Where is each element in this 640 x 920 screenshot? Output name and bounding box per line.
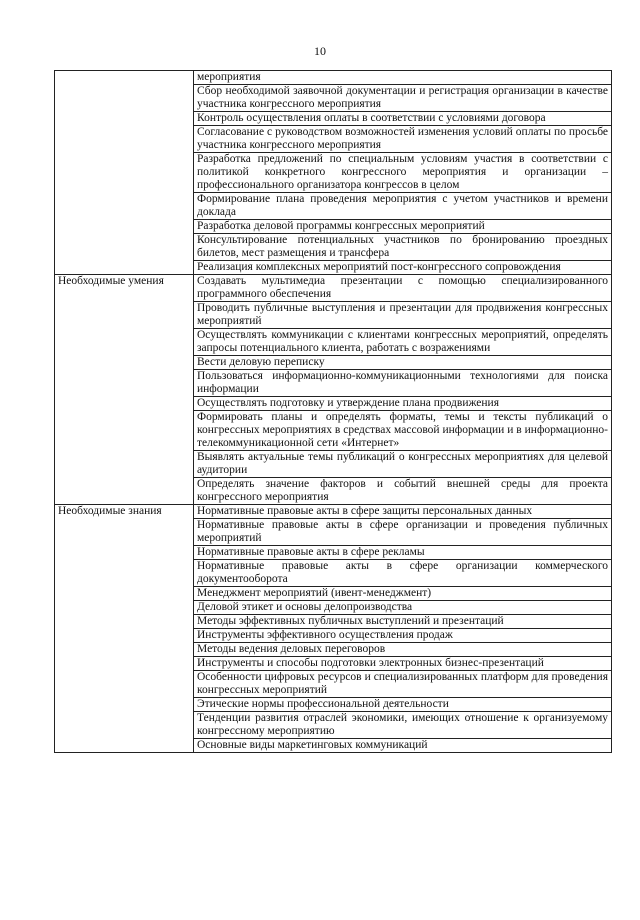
table-row (55, 71, 612, 85)
table-cell: Тенденции развития отраслей экономики, имеющих отношение к организуемому конгрессному мероприятию (194, 712, 612, 739)
table-cell: Согласование с руководством возможностей изменения условий оплаты по просьбе участника конгрессного мероприятия (194, 126, 612, 153)
table-cell: Нормативные правовые акты в сфере защиты персональных данных (194, 505, 612, 519)
table-cell: Создавать мультимедиа презентации с помощью специализированного программного обеспечения (194, 275, 612, 302)
table-cell: Консультирование потенциальных участников по бронированию проездных билетов, мест размещения и трансфера (194, 234, 612, 261)
table-cell: Контроль осуществления оплаты в соответствии с условиями договора (194, 112, 612, 126)
table-cell: Разработка предложений по специальным условиям участия в соответствии с политикой конкретного конгрессного мероприятия и организации – профессионального организатора конгрессов в целом (194, 153, 612, 193)
section-label-skills: Необходимые умения (55, 275, 194, 505)
table-cell: Определять значение факторов и событий внешней среды для проекта конгрессного мероприятия (194, 478, 612, 505)
page-number: 10 (314, 44, 326, 58)
table-cell: Сбор необходимой заявочной документации и регистрация организации в качестве участника конгрессного мероприятия (194, 85, 612, 112)
table-cell: Нормативные правовые акты в сфере организации и проведения публичных мероприятий (194, 519, 612, 546)
table-cell: Инструменты эффективного осуществления продаж (194, 629, 612, 643)
table-cell: Реализация комплексных мероприятий пост-конгрессного сопровождения (194, 261, 612, 275)
table-cell: Формирование плана проведения мероприятия с учетом участников и времени доклада (194, 193, 612, 220)
table-cell: Этические нормы профессиональной деятельности (194, 698, 612, 712)
table-cell: Выявлять актуальные темы публикаций о конгрессных мероприятиях для целевой аудитории (194, 451, 612, 478)
table-cell: Осуществлять коммуникации с клиентами конгрессных мероприятий, определять запросы потенциального клиента, работать с возражениями (194, 329, 612, 356)
table-row (55, 275, 612, 302)
table-cell: Менеджмент мероприятий (ивент-менеджмент) (194, 587, 612, 601)
section-label-knowledge: Необходимые знания (55, 505, 194, 753)
table-cell: Осуществлять подготовку и утверждение плана продвижения (194, 397, 612, 411)
table-cell: Пользоваться информационно-коммуникационными технологиями для поиска информации (194, 370, 612, 397)
table-cell: Формировать планы и определять форматы, темы и тексты публикаций о конгрессных мероприятиях в средствах массовой информации и в информационно-телекоммуникационной сети «Интернет» (194, 411, 612, 451)
table-cell: Методы эффективных публичных выступлений и презентаций (194, 615, 612, 629)
table-row (55, 505, 612, 519)
table-cell: Разработка деловой программы конгрессных мероприятий (194, 220, 612, 234)
section-label-continued (55, 71, 194, 275)
requirements-table (54, 70, 612, 753)
table-cell: Методы ведения деловых переговоров (194, 643, 612, 657)
table-cell: мероприятия (194, 71, 612, 85)
table-cell: Инструменты и способы подготовки электронных бизнес-презентаций (194, 657, 612, 671)
table-cell: Нормативные правовые акты в сфере организации коммерческого документооборота (194, 560, 612, 587)
table-cell: Вести деловую переписку (194, 356, 612, 370)
table-cell: Проводить публичные выступления и презентации для продвижения конгрессных мероприятий (194, 302, 612, 329)
table-cell: Особенности цифровых ресурсов и специализированных платформ для проведения конгрессных мероприятий (194, 671, 612, 698)
table-cell: Деловой этикет и основы делопроизводства (194, 601, 612, 615)
table-cell: Нормативные правовые акты в сфере рекламы (194, 546, 612, 560)
table-cell: Основные виды маркетинговых коммуникаций (194, 739, 612, 753)
